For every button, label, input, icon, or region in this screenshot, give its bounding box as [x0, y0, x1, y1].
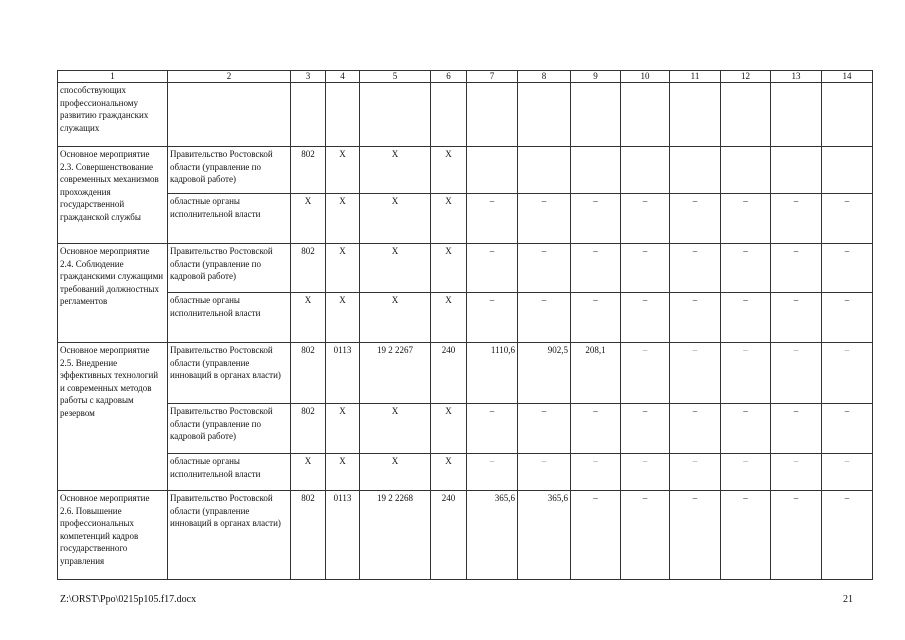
value-cell: – [721, 491, 771, 580]
empty-cell [431, 83, 467, 147]
vr-cell: 240 [431, 491, 467, 580]
rzpr-cell: Х [326, 454, 360, 491]
value-cell: – [467, 244, 518, 293]
col-header: 2 [168, 71, 291, 83]
value-cell: – [822, 244, 873, 293]
grbs-cell: 802 [291, 404, 326, 454]
vr-cell: Х [431, 147, 467, 194]
empty-cell [771, 147, 822, 194]
value-cell: – [721, 343, 771, 404]
value-cell: – [621, 244, 670, 293]
value-cell: – [670, 404, 721, 454]
value-cell: – [518, 293, 571, 343]
value-cell: – [621, 454, 670, 491]
table-row [58, 404, 873, 454]
file-path: Z:\ORST\Ppo\0215p105.f17.docx [60, 594, 197, 605]
table-row [58, 454, 873, 491]
value-cell: – [670, 244, 721, 293]
value-cell: 208,1 [571, 343, 621, 404]
col-header: 1 [58, 71, 168, 83]
value-cell: – [771, 343, 822, 404]
table-row [58, 343, 873, 404]
grbs-cell: 802 [291, 343, 326, 404]
value-cell: 1110,6 [467, 343, 518, 404]
value-cell: – [621, 404, 670, 454]
csr-cell: Х [360, 147, 431, 194]
value-cell: – [822, 404, 873, 454]
value-cell: – [771, 404, 822, 454]
empty-cell [360, 83, 431, 147]
budget-table [57, 70, 873, 580]
col-header: 10 [621, 71, 670, 83]
table-row [58, 293, 873, 343]
csr-cell: 19 2 2267 [360, 343, 431, 404]
grbs-cell: 802 [291, 147, 326, 194]
rzpr-cell: Х [326, 194, 360, 244]
csr-cell: 19 2 2268 [360, 491, 431, 580]
empty-cell [571, 147, 621, 194]
empty-cell [771, 83, 822, 147]
col-header: 4 [326, 71, 360, 83]
csr-cell: Х [360, 244, 431, 293]
empty-cell [822, 83, 873, 147]
empty-cell [822, 147, 873, 194]
vr-cell: Х [431, 293, 467, 343]
vr-cell: Х [431, 244, 467, 293]
value-cell: – [771, 491, 822, 580]
empty-cell [721, 83, 771, 147]
value-cell: – [721, 293, 771, 343]
measure-cell: Основное мероприятие 2.6. Повышение профессиональных компетенций кадров государственного управления [58, 491, 168, 580]
value-cell: – [721, 454, 771, 491]
col-header: 6 [431, 71, 467, 83]
value-cell: – [670, 293, 721, 343]
csr-cell: Х [360, 454, 431, 491]
measure-cell: Основное мероприятие 2.5. Внедрение эффективных технологий и современных методов работы с кадровым резервом [58, 343, 168, 491]
value-cell: – [721, 194, 771, 244]
value-cell: – [822, 343, 873, 404]
empty-cell [467, 147, 518, 194]
column-number-row [58, 71, 873, 83]
value-cell: – [822, 293, 873, 343]
csr-cell: Х [360, 194, 431, 244]
empty-cell [670, 83, 721, 147]
col-header: 13 [771, 71, 822, 83]
grbs-cell: Х [291, 194, 326, 244]
value-cell: – [771, 244, 822, 293]
value-cell: – [670, 454, 721, 491]
rzpr-cell: Х [326, 244, 360, 293]
value-cell: – [518, 454, 571, 491]
table-row [58, 147, 873, 194]
value-cell: – [571, 194, 621, 244]
col-header: 9 [571, 71, 621, 83]
empty-cell [621, 147, 670, 194]
col-header: 5 [360, 71, 431, 83]
value-cell: – [771, 194, 822, 244]
value-cell: 365,6 [518, 491, 571, 580]
value-cell: – [467, 454, 518, 491]
measure-cell: Основное мероприятие 2.4. Соблюдение гражданскими служащими требований должностных регламентов [58, 244, 168, 343]
value-cell: – [721, 244, 771, 293]
value-cell: – [518, 194, 571, 244]
page-number: 21 [843, 594, 853, 605]
table-row [58, 194, 873, 244]
rzpr-cell: Х [326, 293, 360, 343]
col-header: 3 [291, 71, 326, 83]
col-header: 8 [518, 71, 571, 83]
table-row [58, 244, 873, 293]
executor-cell: областные органы исполнительной власти [168, 194, 291, 244]
grbs-cell: 802 [291, 244, 326, 293]
vr-cell: Х [431, 404, 467, 454]
value-cell: 365,6 [467, 491, 518, 580]
value-cell: – [721, 404, 771, 454]
value-cell: – [467, 194, 518, 244]
col-header: 12 [721, 71, 771, 83]
value-cell: – [467, 404, 518, 454]
executor-cell: областные органы исполнительной власти [168, 293, 291, 343]
value-cell: – [771, 293, 822, 343]
executor-cell: областные органы исполнительной власти [168, 454, 291, 491]
empty-cell [621, 83, 670, 147]
empty-cell [518, 83, 571, 147]
empty-cell [326, 83, 360, 147]
executor-cell: Правительство Ростовской области (управление по кадровой работе) [168, 404, 291, 454]
value-cell: – [771, 454, 822, 491]
value-cell: – [670, 194, 721, 244]
value-cell: – [518, 244, 571, 293]
executor-cell: Правительство Ростовской области (управление инноваций в органах власти) [168, 343, 291, 404]
value-cell: – [621, 491, 670, 580]
rzpr-cell: Х [326, 404, 360, 454]
table-row [58, 83, 873, 147]
empty-cell [291, 83, 326, 147]
rzpr-cell: 0113 [326, 491, 360, 580]
grbs-cell: Х [291, 454, 326, 491]
value-cell: – [571, 491, 621, 580]
col-header: 7 [467, 71, 518, 83]
measure-cell: Основное мероприятие 2.3. Совершенствование современных механизмов прохождения государственной гражданской службы [58, 147, 168, 244]
value-cell: – [621, 293, 670, 343]
value-cell: – [822, 491, 873, 580]
value-cell: – [822, 454, 873, 491]
empty-cell [168, 83, 291, 147]
value-cell: – [670, 343, 721, 404]
vr-cell: Х [431, 194, 467, 244]
col-header: 14 [822, 71, 873, 83]
empty-cell [467, 83, 518, 147]
value-cell: – [571, 404, 621, 454]
col-header: 11 [670, 71, 721, 83]
executor-cell: Правительство Ростовской области (управление по кадровой работе) [168, 147, 291, 194]
value-cell: – [518, 404, 571, 454]
table-row [58, 491, 873, 580]
empty-cell [670, 147, 721, 194]
empty-cell [518, 147, 571, 194]
value-cell: – [571, 454, 621, 491]
rzpr-cell: 0113 [326, 343, 360, 404]
empty-cell [571, 83, 621, 147]
value-cell: – [621, 343, 670, 404]
measure-cell: способствующих профессиональному развитию гражданских служащих [58, 83, 168, 147]
value-cell: 902,5 [518, 343, 571, 404]
vr-cell: 240 [431, 343, 467, 404]
value-cell: – [571, 293, 621, 343]
executor-cell: Правительство Ростовской области (управление инноваций в органах власти) [168, 491, 291, 580]
executor-cell: Правительство Ростовской области (управление по кадровой работе) [168, 244, 291, 293]
csr-cell: Х [360, 404, 431, 454]
grbs-cell: 802 [291, 491, 326, 580]
rzpr-cell: Х [326, 147, 360, 194]
empty-cell [721, 147, 771, 194]
value-cell: – [621, 194, 670, 244]
value-cell: – [670, 491, 721, 580]
value-cell: – [822, 194, 873, 244]
grbs-cell: Х [291, 293, 326, 343]
value-cell: – [467, 293, 518, 343]
vr-cell: Х [431, 454, 467, 491]
value-cell: – [571, 244, 621, 293]
csr-cell: Х [360, 293, 431, 343]
